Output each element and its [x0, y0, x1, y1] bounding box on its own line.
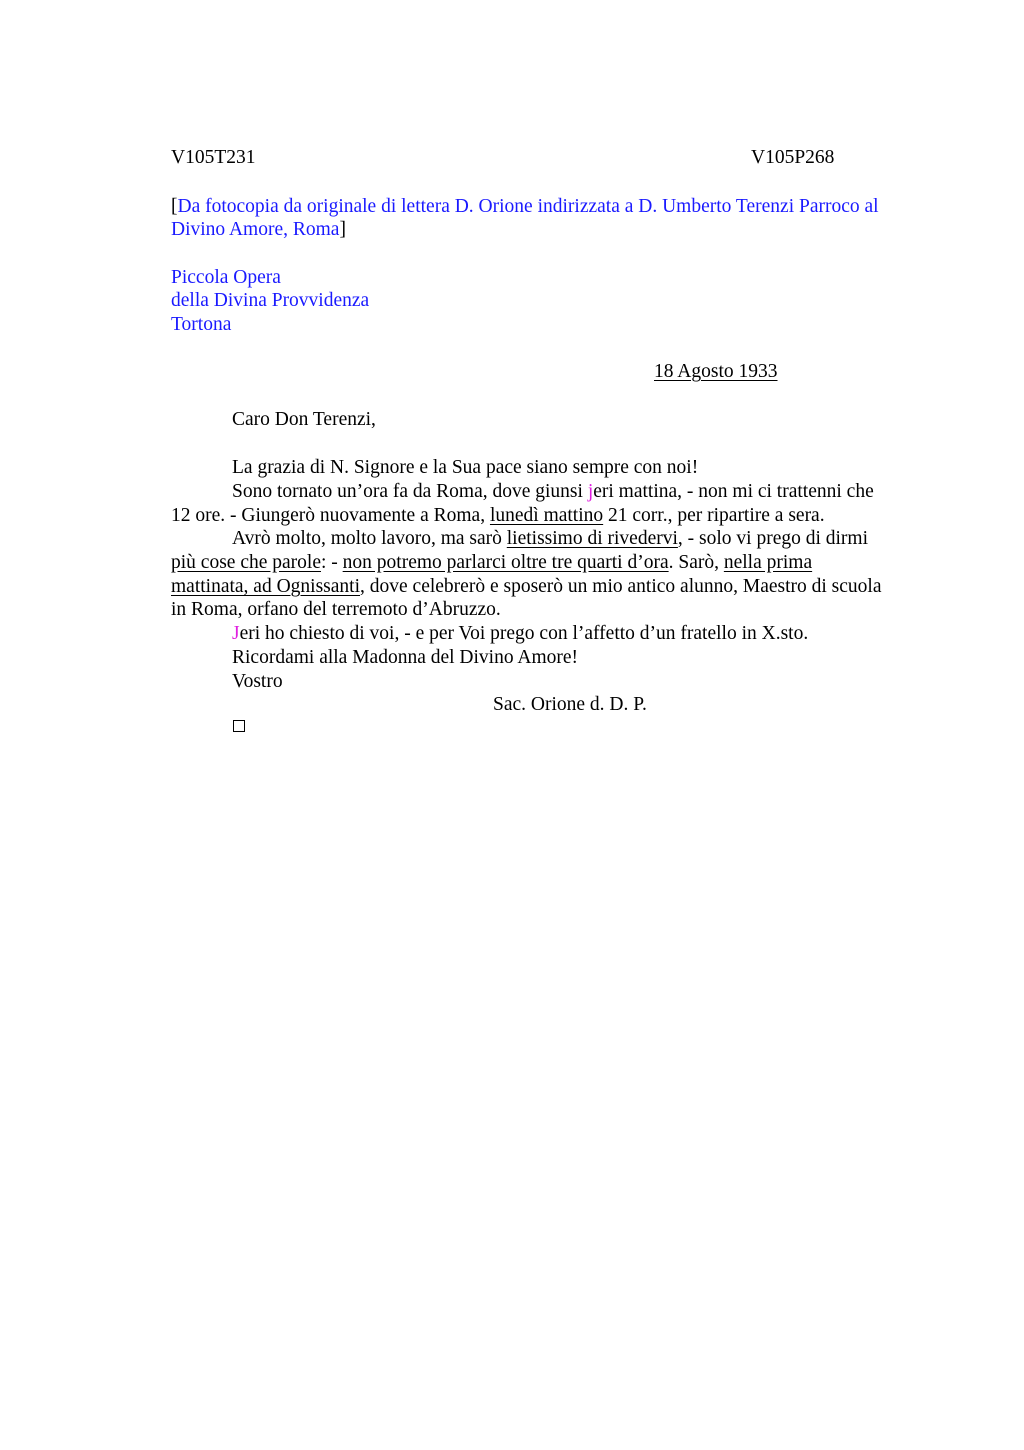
text-run: . Sarò, [668, 552, 724, 573]
source-note-line1 [171, 195, 879, 219]
source-note-line2 [171, 218, 346, 242]
text-run: Sono tornato un’ora fa da Roma, dove giunsi [232, 481, 588, 502]
underlined-text: non potremo parlarci oltre tre quarti d’ora [342, 552, 669, 573]
salutation: Caro Don Terenzi, [232, 409, 376, 430]
source-note-text: Da fotocopia da originale di lettera D. Orione indirizzata a D. Umberto Terenzi Parroco al [177, 196, 879, 217]
text-run: , dove celebrerò e sposerò un mio antico alunno, Maestro di scuola [360, 576, 882, 597]
paragraph-2-line2 [171, 504, 825, 528]
paragraph-4 [232, 622, 808, 646]
empty-box-icon [233, 720, 245, 732]
paragraph-3-line1 [232, 527, 868, 551]
source-note-text-cont: Divino Amore, Roma [171, 219, 340, 240]
paragraph-1: La grazia di N. Signore e la Sua pace siano sempre con noi! [232, 457, 699, 478]
text-run: Avrò molto, molto lavoro, ma sarò [232, 528, 507, 549]
closing: Vostro [232, 671, 283, 692]
paragraph-2-line1 [232, 480, 874, 504]
text-run: 21 corr., per ripartire a sera. [603, 505, 825, 526]
paragraph-3-line2 [171, 551, 812, 575]
text-run: : - [320, 552, 343, 573]
underlined-text: più cose che parole [171, 552, 321, 573]
bracket-close: ] [339, 219, 346, 240]
text-run: eri ho chiesto di voi, - e per Voi prego con l’affetto d’un fratello in X.sto. [239, 623, 809, 644]
paragraph-3-line4: in Roma, orfano del terremoto d’Abruzzo. [171, 599, 501, 620]
signature: Sac. Orione d. D. P. [493, 694, 647, 715]
underlined-text: mattinata, ad Ognissanti [171, 576, 361, 597]
paragraph-3-line3 [171, 575, 882, 599]
highlighted-letter: J [232, 623, 240, 644]
letterhead-line2: della Divina Provvidenza [171, 290, 370, 311]
bracket-open: [ [171, 196, 178, 217]
underlined-text: lunedì mattino [489, 505, 604, 526]
highlighted-letter: j [587, 481, 594, 502]
letterhead-line3: Tortona [171, 314, 232, 335]
document-code-left: V105T231 [171, 147, 256, 168]
text-run: , - solo vi prego di dirmi [677, 528, 869, 549]
letterhead-line1: Piccola Opera [171, 267, 281, 288]
text-run: 12 ore. - Giungerò nuovamente a Roma, [171, 505, 490, 526]
paragraph-5: Ricordami alla Madonna del Divino Amore! [232, 647, 579, 668]
underlined-text: nella prima [723, 552, 813, 573]
letter-date: 18 Agosto 1933 [654, 361, 778, 382]
text-run: eri mattina, - non mi ci trattenni che [593, 481, 874, 502]
underlined-text: lietissimo di rivedervi [506, 528, 678, 549]
document-code-right: V105P268 [751, 147, 835, 168]
